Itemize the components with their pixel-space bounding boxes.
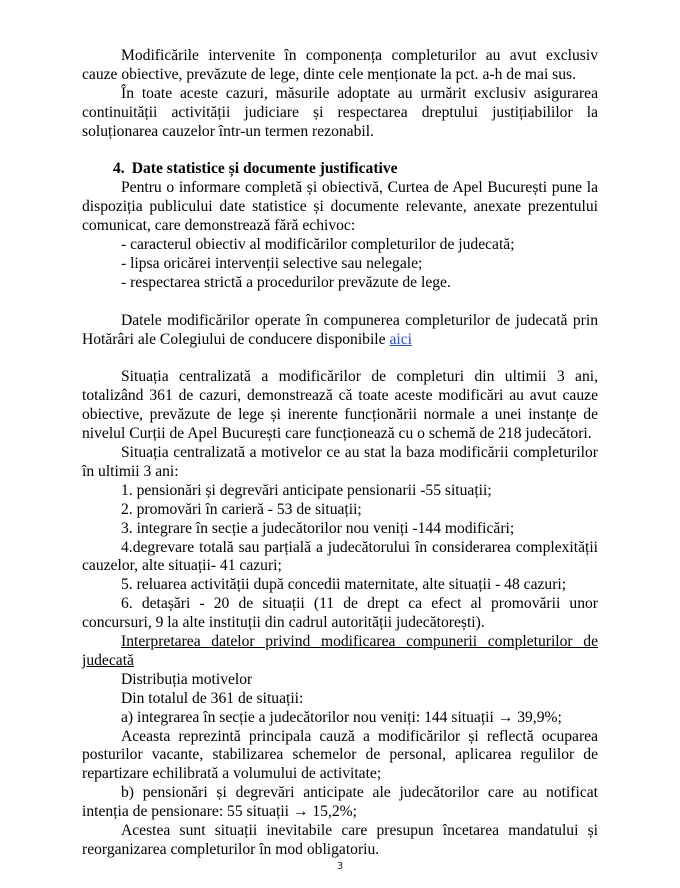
motive-item: 4.degrevare totală sau parțială a judecătorului în considerarea complexității cauzelor, alte situații- 41 cazuri; [82, 538, 598, 575]
page-number: 3 [336, 861, 344, 872]
motive-item: 3. integrare în secție a judecătorilor nou veniți -144 modificări; [121, 519, 515, 537]
motive-item: 6. detașări - 20 de situații (11 de drept ca efect al promovării unor concursuri, 9 la alte instituții din cadrul autorității judecătorești). [82, 595, 598, 632]
paragraph-datele [82, 312, 598, 350]
section-heading [82, 160, 598, 179]
paragraph-modificari: Modificările intervenite în componența completurilor au avut exclusiv cauze obiective, prevăzute de lege, dinte cele menționate la pct. a-h de mai sus. [82, 47, 598, 83]
bullet-item: - caracterul obiectiv al modificărilor completurilor de judecată; [121, 236, 515, 254]
document-page [82, 47, 598, 860]
spacer [82, 142, 598, 161]
section-number: 4. [113, 160, 125, 178]
interpretare-title: Interpretarea datelor privind modificarea compunerii completurilor de judecată [82, 633, 598, 669]
bullet-item: - respectarea strictă a procedurilor prevăzute de lege. [121, 273, 451, 291]
spacer [82, 349, 598, 368]
distributia-label: Distribuția motivelor [121, 670, 253, 688]
paragraph-intro: Pentru o informare completă și obiectivă, Curtea de Apel București pune la dispoziția publicului date statistice și documente relevante, anexate prezentului comunicat, care demonstrează fără echivoc: [82, 179, 598, 235]
datele-text: Datele modificărilor operate în compunerea completurilor de judecată prin Hotărâri ale Colegiului de conducere disponibile [82, 311, 598, 348]
section-title: Date statistice și documente justificative [131, 160, 398, 178]
point-b-explanation: Acestea sunt situații inevitabile care presupun încetarea mandatului și reorganizarea completurilor în mod obligatoriu. [82, 822, 598, 859]
aici-link[interactable]: aici [389, 330, 412, 348]
paragraph-motive-intro: Situația centralizată a motivelor ce au stat la baza modificării completurilor în ultimii 3 ani: [82, 443, 598, 480]
point-a: a) integrarea în secție a judecătorilor nou veniți: 144 situații → 39,9%; [121, 708, 562, 726]
bullet-item: - lipsa oricărei intervenții selective sau nelegale; [121, 254, 423, 272]
motive-item: 5. reluarea activității după concedii maternitate, alte situații - 48 cazuri; [121, 576, 567, 594]
paragraph-situatia: Situația centralizată a modificărilor de completuri din ultimii 3 ani, totalizând 361 de cazuri, demonstrează că toate aceste modificări au avut cauze obiective, prevăzute de lege și inerente funcționării normale a unei instanțe de nivelul Curții de Apel București care funcționează cu o schemă de 218 judecători. [82, 368, 598, 443]
din-totalul-label: Din totalul de 361 de situații: [121, 689, 304, 707]
point-a-explanation: Aceasta reprezintă principala cauză a modificărilor și reflectă ocuparea posturilor vacante, stabilizarea schemelor de personal, aplicarea regulilor de repartizare echilibrată a volumului de activitate; [82, 727, 598, 783]
point-b: b) pensionări și degrevări anticipate ale judecătorilor care au notificat intenția de pensionare: 55 situații → 15,2%; [82, 784, 598, 821]
paragraph-masurile: În toate aceste cazuri, măsurile adoptate au urmărit exclusiv asigurarea continuității activității judiciare și respectarea dreptului justițiabililor la soluționarea cauzelor într-un termen rezonabil. [82, 84, 598, 140]
motive-item: 1. pensionări și degrevări anticipate pensionarii -55 situații; [121, 481, 492, 499]
motive-item: 2. promovări în carieră - 53 de situații; [121, 500, 362, 518]
spacer [82, 293, 598, 312]
